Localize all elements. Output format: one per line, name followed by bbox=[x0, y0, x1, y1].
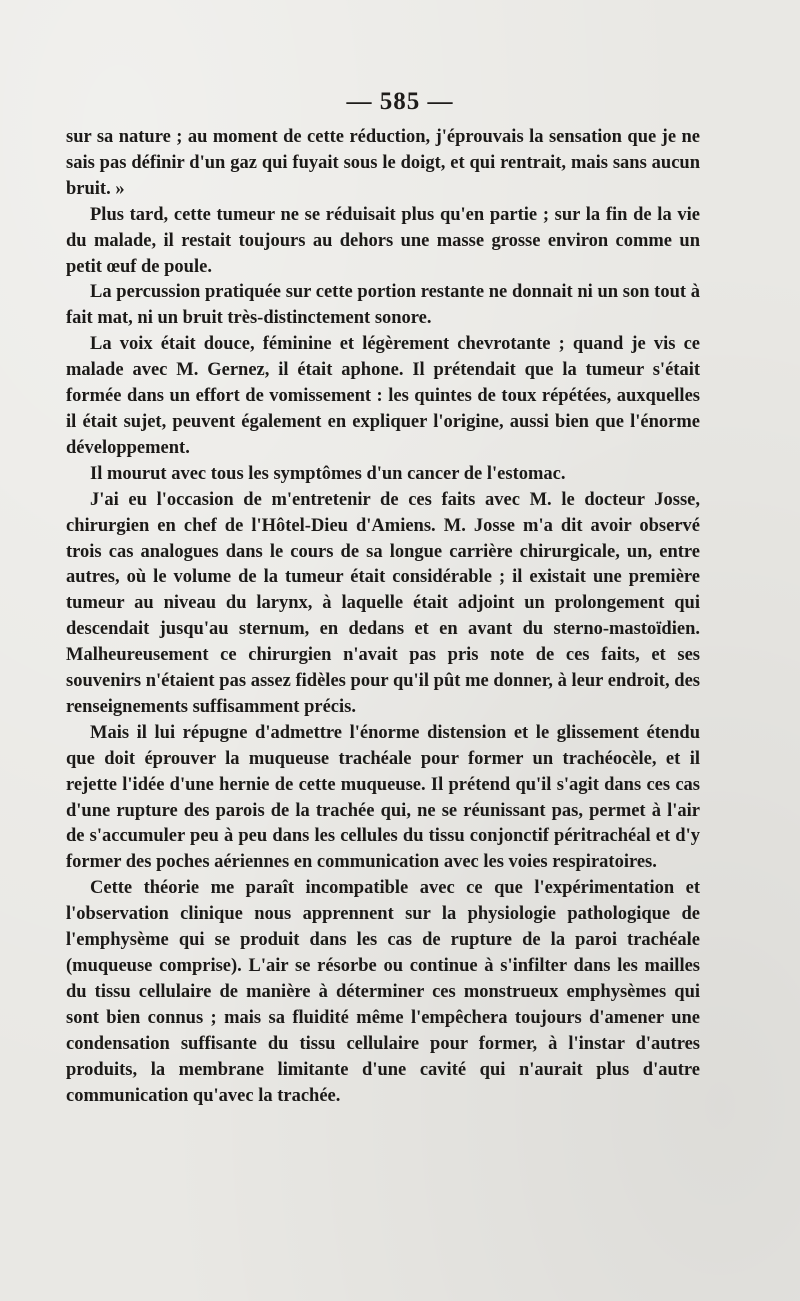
paragraph: Mais il lui répugne d'admettre l'énorme distension et le glissement étendu que doit éprouver la muqueuse trachéale pour former un trachéocèle, et il rejette l'idée d'une hernie de cette muqueuse. Il prétend qu'il s'agit dans ces cas d'une rupture des parois de la trachée qui, ne se réunissant pas, permet à l'air de s'accumuler peu à peu dans les cellules du tissu conjonctif péritrachéal et d'y former des poches aériennes en communication avec les voies respiratoires. bbox=[66, 722, 700, 873]
paragraph: J'ai eu l'occasion de m'entretenir de ces faits avec M. le docteur Josse, chirurgien en chef de l'Hôtel-Dieu d'Amiens. M. Josse m'a dit avoir observé trois cas analogues dans le cours de sa longue carrière chirurgicale, un, entre autres, où le volume de la tumeur était considérable ; il existait une première tumeur au niveau du larynx, à laquelle était adjoint un prolongement qui descendait jusqu'au sternum, en dedans et en avant du sterno-mastoïdien. Malheureusement ce chirurgien n'avait pas pris note de ces faits, et ses souvenirs n'étaient pas assez fidèles pour qu'il pût me donner, à leur endroit, des renseignements suffisamment précis. bbox=[66, 489, 700, 717]
paragraph: La percussion pratiquée sur cette portion restante ne donnait ni un son tout à fait mat, ni un bruit très-distinctement sonore. bbox=[66, 282, 700, 329]
paragraph: Cette théorie me paraît incompatible avec ce que l'expérimentation et l'observation clinique nous apprennent sur la physiologie pathologique de l'emphysème qui se produit dans les cas de rupture de la paroi trachéale (muqueuse comprise). L'air se résorbe ou continue à s'infilter dans les mailles du tissu cellulaire de manière à déterminer ces monstrueux emphysèmes qui sont bien connus ; mais sa fluidité même l'empêchera toujours d'amener une condensation suffisante du tissu cellulaire pour former, à l'instar d'autres produits, la membrane limitante d'une cavité qui n'aurait plus d'autre communication qu'avec la trachée. bbox=[66, 878, 700, 1106]
page-number: — 585 — bbox=[346, 88, 454, 115]
body-text bbox=[66, 125, 700, 1109]
paragraph: La voix était douce, féminine et légèrement chevrotante ; quand je vis ce malade avec M. Gernez, il était aphone. Il prétendait que la tumeur s'était formée dans un effort de vomissement : les quintes de toux répétées, auxquelles il était sujet, peuvent également en expliquer l'origine, aussi bien que l'énorme développement. bbox=[66, 334, 700, 458]
paragraph: Plus tard, cette tumeur ne se réduisait plus qu'en partie ; sur la fin de la vie du malade, il restait toujours au dehors une masse grosse environ comme un petit œuf de poule. bbox=[66, 204, 700, 277]
paragraph: Il mourut avec tous les symptômes d'un cancer de l'estomac. bbox=[90, 463, 566, 484]
paragraph: sur sa nature ; au moment de cette réduction, j'éprouvais la sensation que je ne sais pas définir d'un gaz qui fuyait sous le doigt, et qui rentrait, mais sans aucun bruit. » bbox=[66, 127, 700, 199]
